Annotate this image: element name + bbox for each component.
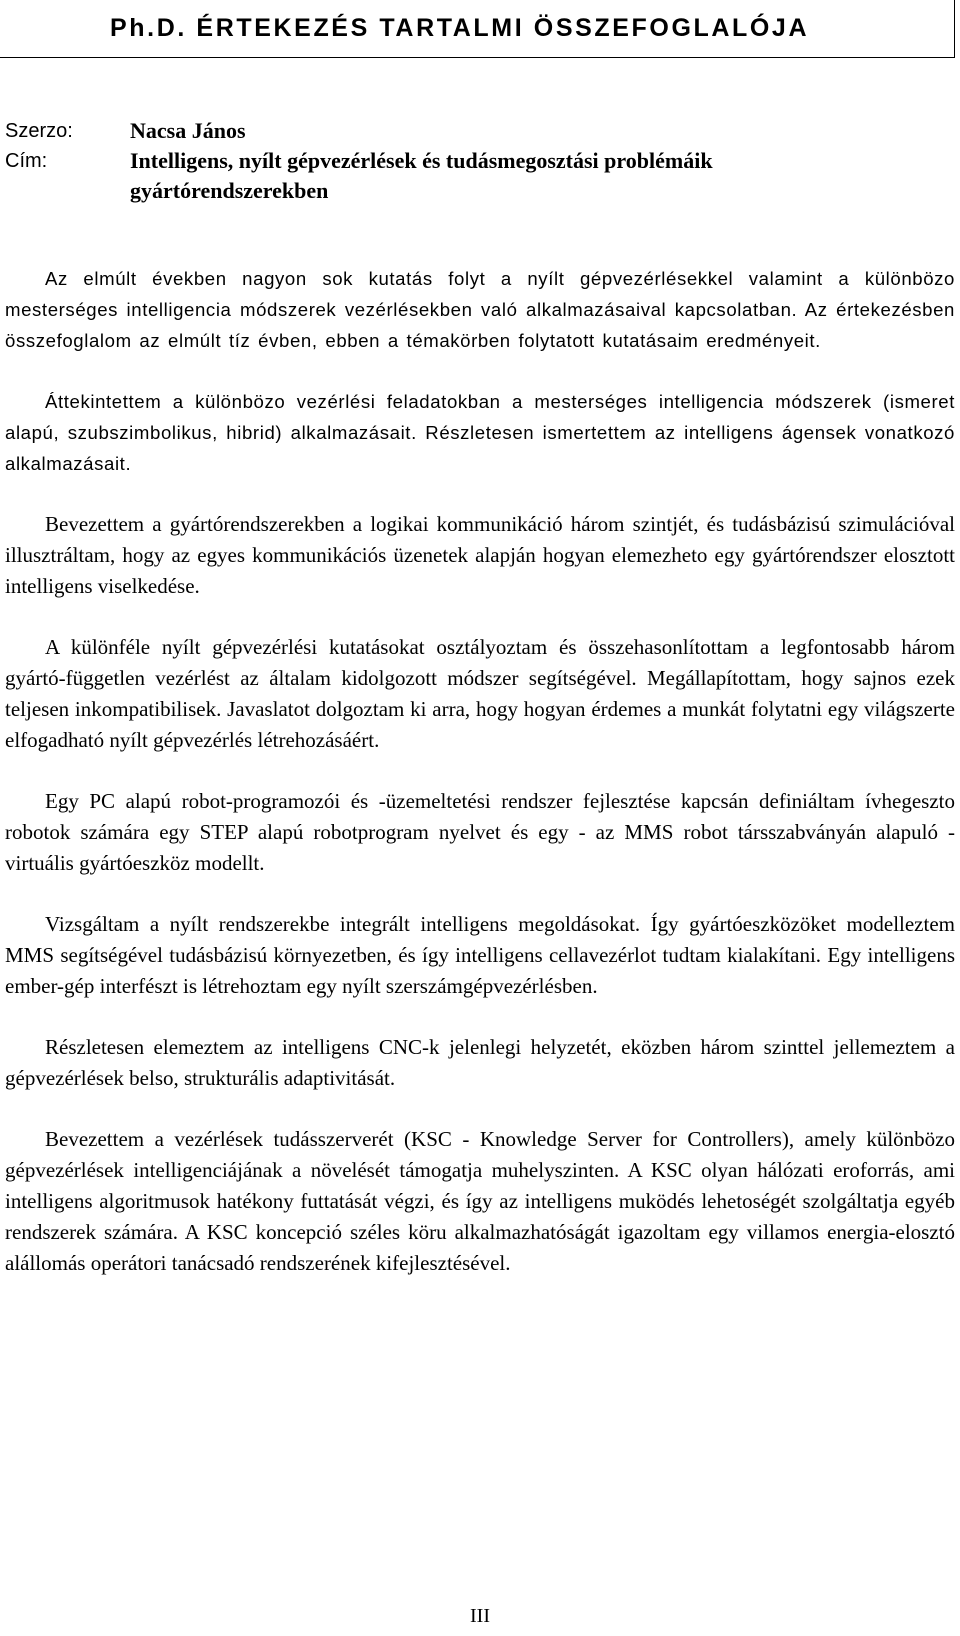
header-box bbox=[0, 0, 955, 58]
paragraph-intro: Az elmúlt években nagyon sok kutatás folyt a nyílt gépvezérlésekkel valamint a különbözo mesterséges intelligencia módszerek vezérlésekben való alkalmazásaival kapcsolatban. Az értekezésben összefoglalom az elmúlt tíz évben, ebben a témakörben folytatott kutatásaim eredményeit. bbox=[5, 268, 955, 351]
paragraph-cnc-analysis: Részletesen elemeztem az intelligens CNC-k jelenlegi helyzetét, eközben három szinttel jellemeztem a gépvezérlések belso, strukturális adaptivitását. bbox=[5, 1035, 955, 1090]
page-number: III bbox=[470, 1605, 490, 1627]
paragraph-communication: Bevezettem a gyártórendszerekben a logikai kommunikáció három szintjét, és tudásbázisú szimulációval illusztráltam, hogy az egyes kommunikációs üzenetek alapján hogyan elemezheto egy gyártórendszer elosztott intelligens viselkedése. bbox=[5, 512, 955, 598]
author-label: Szerzo: bbox=[5, 120, 73, 142]
summary-body bbox=[5, 263, 955, 1309]
paragraph-open-controls: A különféle nyílt gépvezérlési kutatásokat osztályoztam és összehasonlítottam a legfontosabb három gyártó-független vezérlést az általam kidolgozott módszer segítségével. Megállapítottam, hogy sajnos ezek teljesen inkompatibilisek. Javaslatot dolgoztam ki arra, hogy hogyan érdemes a munkát folytatni egy világszerte elfogadható nyílt gépvezérlés létrehozásáért. bbox=[5, 635, 955, 752]
paragraph-ksc: Bevezettem a vezérlések tudásszerverét (KSC - Knowledge Server for Controllers), amely különbözo gépvezérlések intelligenciájának a növelését támogatja muhelyszinten. A KSC olyan hálózati eroforrás, ami intelligens algoritmusok hatékony futtatását végzi, és így az intelligens muködés lehetoségét szolgáltatja egyéb rendszerek számára. A KSC koncepció széles köru alkalmazhatóságát igazoltam egy villamos energia-elosztó alállomás operátori tanácsadó rendszerének kifejlesztésével. bbox=[5, 1127, 955, 1275]
paragraph-robot-programming: Egy PC alapú robot-programozói és -üzemeltetési rendszer fejlesztése kapcsán definiáltam ívhegeszto robotok számára egy STEP alapú robotprogram nyelvet és egy - az MMS robot társszabványán alapuló - virtuális gyártóeszköz modellt. bbox=[5, 789, 955, 875]
title-label: Cím: bbox=[5, 150, 48, 172]
document-heading: Ph.D. ÉRTEKEZÉS TARTALMI ÖSSZEFOGLALÓJA bbox=[110, 14, 810, 42]
dissertation-title: Intelligens, nyílt gépvezérlések és tudásmegosztási problémáik gyártórendszerekben bbox=[130, 148, 713, 203]
paragraph-intelligent-solutions: Vizsgáltam a nyílt rendszerekbe integrált intelligens megoldásokat. Így gyártóeszközöket modelleztem MMS segítségével tudásbázisú környezetben, és így intelligens cellavezérlot tudtam kialakítani. Egy intelligens ember-gép interfészt is létrehoztam egy nyílt szerszámgépvezérlésben. bbox=[5, 912, 955, 998]
author-name: Nacsa János bbox=[130, 118, 246, 143]
paragraph-ai-methods: Áttekintettem a különbözo vezérlési feladatokban a mesterséges intelligencia módszerek (ismeret alapú, szubszimbolikus, hibrid) alkalmazásait. Részletesen ismertettem az intelligens ágensek vonatkozó alkalmazásait. bbox=[5, 391, 955, 474]
